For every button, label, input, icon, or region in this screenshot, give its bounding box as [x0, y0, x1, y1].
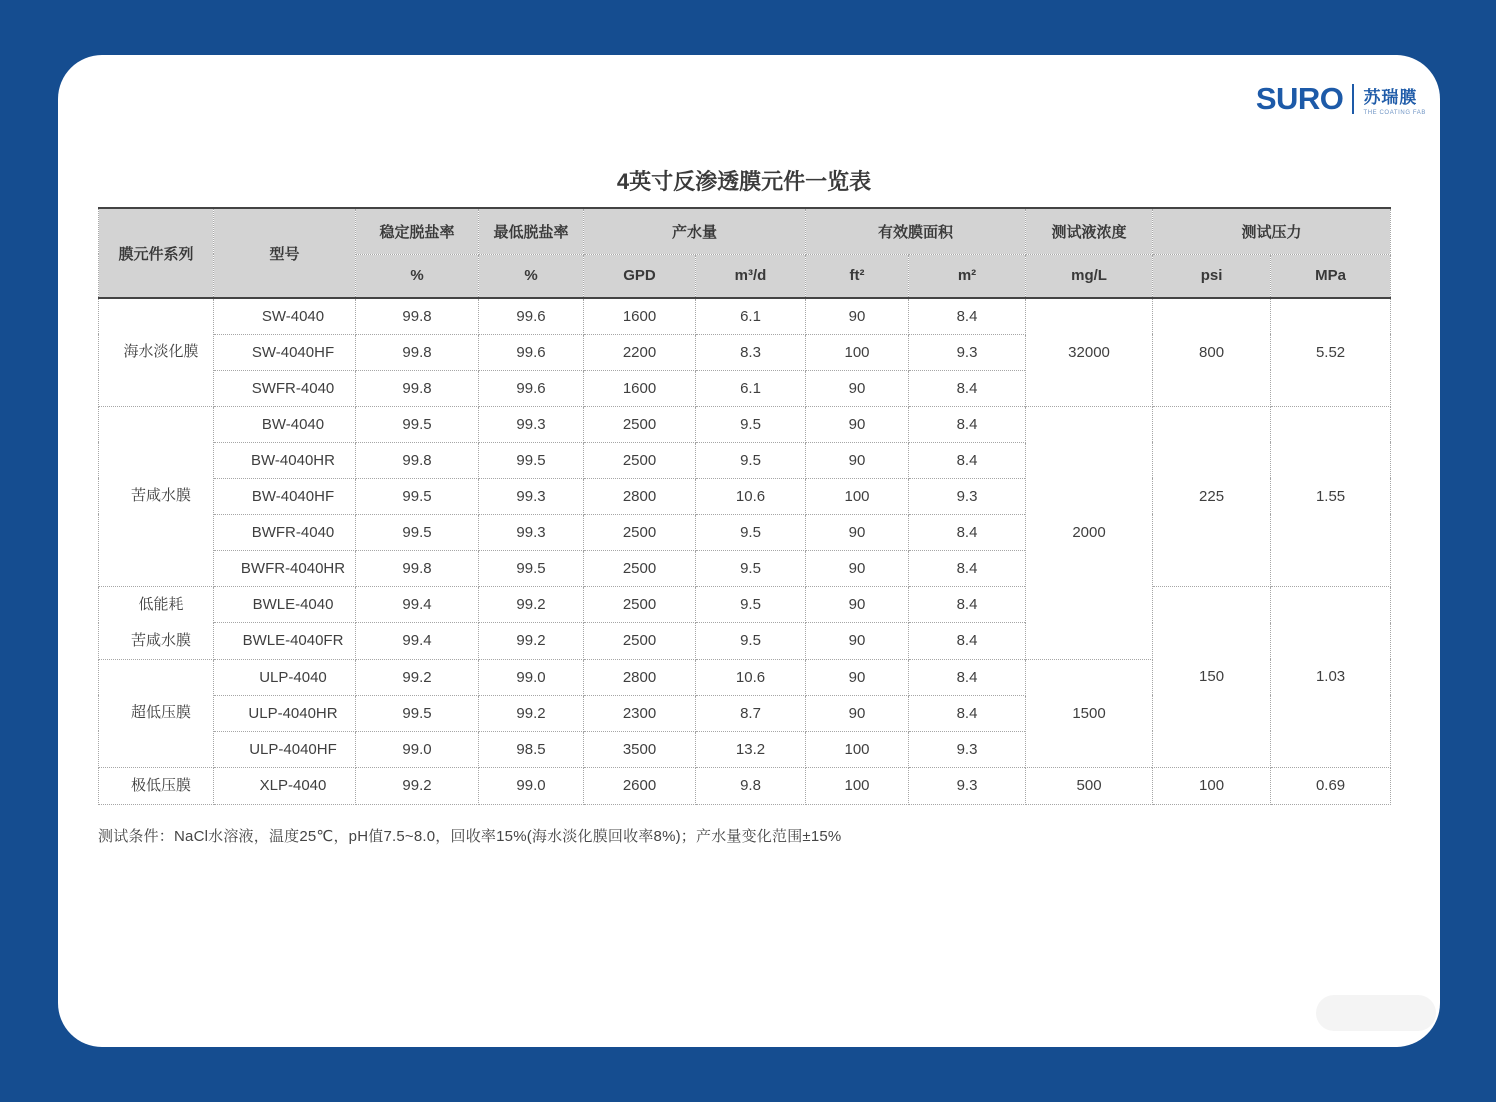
area-m2-cell: 9.3 — [909, 731, 1026, 767]
flow-gpd-cell: 2500 — [584, 586, 696, 623]
stable-rejection-cell: 99.5 — [356, 695, 479, 731]
area-m2-cell: 8.4 — [909, 623, 1026, 660]
brand-logo — [1256, 81, 1426, 117]
page-title: 4英寸反渗透膜元件一览表 — [616, 169, 872, 194]
flow-m3d-cell: 9.8 — [696, 767, 806, 804]
corner-watermark-shape — [1316, 995, 1436, 1031]
model-cell: BW-4040 — [214, 406, 356, 442]
area-ft2-cell: 90 — [806, 514, 909, 550]
area-ft2-cell: 90 — [806, 370, 909, 406]
area-m2-cell: 8.4 — [909, 370, 1026, 406]
pressure-psi-cell: 800 — [1153, 298, 1271, 406]
flow-m3d-cell: 9.5 — [696, 550, 806, 586]
model-cell: BWLE-4040 — [214, 586, 356, 623]
col-header-pressure: 测试压力 — [1153, 208, 1391, 254]
series-cell — [99, 298, 214, 406]
flow-gpd-cell: 1600 — [584, 298, 696, 334]
unit-flow-gpd: GPD — [584, 254, 696, 298]
series-label-line: 低能耗 — [138, 595, 184, 613]
page-card — [58, 55, 1440, 1047]
flow-m3d-cell: 9.5 — [696, 442, 806, 478]
flow-gpd-cell: 2800 — [584, 478, 696, 514]
model-cell: BW-4040HF — [214, 478, 356, 514]
area-ft2-cell: 100 — [806, 731, 909, 767]
area-ft2-cell: 100 — [806, 334, 909, 370]
brand-name-cn: 苏瑞膜 — [1363, 87, 1418, 107]
area-ft2-cell: 100 — [806, 478, 909, 514]
table-row — [99, 586, 1391, 623]
pressure-psi-cell: 100 — [1153, 767, 1271, 804]
col-header-min-rejection: 最低脱盐率 — [479, 208, 584, 254]
logo-separator — [1352, 84, 1354, 114]
area-ft2-cell: 90 — [806, 406, 909, 442]
flow-m3d-cell: 9.5 — [696, 623, 806, 660]
area-m2-cell: 8.4 — [909, 550, 1026, 586]
model-cell: ULP-4040HF — [214, 731, 356, 767]
pressure-psi-cell: 150 — [1153, 586, 1271, 767]
area-m2-cell: 8.4 — [909, 514, 1026, 550]
flow-m3d-cell: 9.5 — [696, 586, 806, 623]
min-rejection-cell: 99.3 — [479, 478, 584, 514]
flow-gpd-cell: 2500 — [584, 550, 696, 586]
min-rejection-cell: 99.2 — [479, 586, 584, 623]
area-ft2-cell: 90 — [806, 298, 909, 334]
min-rejection-cell: 99.3 — [479, 514, 584, 550]
min-rejection-cell: 99.2 — [479, 623, 584, 660]
model-cell: BWFR-4040 — [214, 514, 356, 550]
area-m2-cell: 8.4 — [909, 442, 1026, 478]
pressure-mpa-cell: 1.03 — [1271, 586, 1391, 767]
table-row — [99, 298, 1391, 334]
flow-m3d-cell: 9.5 — [696, 406, 806, 442]
brand-tagline: THE COATING FAB — [1363, 109, 1426, 116]
unit-concentration: mg/L — [1026, 254, 1153, 298]
table-body — [99, 298, 1391, 804]
flow-m3d-cell: 10.6 — [696, 659, 806, 695]
flow-gpd-cell: 2800 — [584, 659, 696, 695]
flow-gpd-cell: 2200 — [584, 334, 696, 370]
min-rejection-cell: 99.3 — [479, 406, 584, 442]
table-row — [99, 406, 1391, 442]
min-rejection-cell: 99.5 — [479, 442, 584, 478]
min-rejection-cell: 99.0 — [479, 767, 584, 804]
pressure-psi-cell: 225 — [1153, 406, 1271, 586]
min-rejection-cell: 99.5 — [479, 550, 584, 586]
col-header-model: 型号 — [214, 208, 356, 298]
stable-rejection-cell: 99.0 — [356, 731, 479, 767]
flow-gpd-cell: 2500 — [584, 623, 696, 660]
area-ft2-cell: 90 — [806, 550, 909, 586]
flow-gpd-cell: 2600 — [584, 767, 696, 804]
pressure-mpa-cell: 1.55 — [1271, 406, 1391, 586]
model-cell: ULP-4040HR — [214, 695, 356, 731]
model-cell: SWFR-4040 — [214, 370, 356, 406]
min-rejection-cell: 99.6 — [479, 334, 584, 370]
area-m2-cell: 8.4 — [909, 298, 1026, 334]
model-cell: BW-4040HR — [214, 442, 356, 478]
stable-rejection-cell: 99.8 — [356, 550, 479, 586]
area-ft2-cell: 90 — [806, 695, 909, 731]
area-ft2-cell: 90 — [806, 442, 909, 478]
pressure-mpa-cell: 0.69 — [1271, 767, 1391, 804]
stable-rejection-cell: 99.4 — [356, 623, 479, 660]
series-label-line: 极低压膜 — [130, 776, 191, 794]
series-label-line: 超低压膜 — [130, 704, 191, 721]
flow-gpd-cell: 2500 — [584, 406, 696, 442]
stable-rejection-cell: 99.2 — [356, 767, 479, 804]
area-m2-cell: 8.4 — [909, 586, 1026, 623]
series-cell — [99, 767, 214, 804]
min-rejection-cell: 99.6 — [479, 298, 584, 334]
model-cell: XLP-4040 — [214, 767, 356, 804]
unit-pressure-psi: psi — [1153, 254, 1271, 298]
series-label-line: 苦咸水膜 — [130, 487, 191, 504]
col-header-concentration: 测试液浓度 — [1026, 208, 1153, 254]
flow-gpd-cell: 2500 — [584, 442, 696, 478]
stable-rejection-cell: 99.5 — [356, 406, 479, 442]
area-ft2-cell: 90 — [806, 659, 909, 695]
col-header-flow: 产水量 — [584, 208, 806, 254]
area-ft2-cell: 100 — [806, 767, 909, 804]
flow-m3d-cell: 8.7 — [696, 695, 806, 731]
logo-cn-block — [1363, 83, 1426, 116]
stable-rejection-cell: 99.2 — [356, 659, 479, 695]
unit-flow-m3d: m³/d — [696, 254, 806, 298]
series-label-line: 苦咸水膜 — [130, 631, 191, 649]
stable-rejection-cell: 99.8 — [356, 298, 479, 334]
stable-rejection-cell: 99.4 — [356, 586, 479, 623]
flow-gpd-cell: 1600 — [584, 370, 696, 406]
area-m2-cell: 8.4 — [909, 695, 1026, 731]
model-cell: SW-4040HF — [214, 334, 356, 370]
model-cell: BWLE-4040FR — [214, 623, 356, 660]
col-header-area: 有效膜面积 — [806, 208, 1026, 254]
flow-gpd-cell: 3500 — [584, 731, 696, 767]
unit-area-ft2: ft² — [806, 254, 909, 298]
stable-rejection-cell: 99.8 — [356, 442, 479, 478]
concentration-cell: 2000 — [1026, 406, 1153, 659]
stable-rejection-cell: 99.8 — [356, 370, 479, 406]
min-rejection-cell: 98.5 — [479, 731, 584, 767]
flow-m3d-cell: 13.2 — [696, 731, 806, 767]
flow-gpd-cell: 2500 — [584, 514, 696, 550]
series-cell — [99, 586, 214, 659]
model-cell: ULP-4040 — [214, 659, 356, 695]
concentration-cell: 500 — [1026, 767, 1153, 804]
unit-stable-rejection: % — [356, 254, 479, 298]
content-area — [98, 170, 1390, 846]
stable-rejection-cell: 99.8 — [356, 334, 479, 370]
unit-min-rejection: % — [479, 254, 584, 298]
model-cell: BWFR-4040HR — [214, 550, 356, 586]
flow-gpd-cell: 2300 — [584, 695, 696, 731]
flow-m3d-cell: 9.5 — [696, 514, 806, 550]
test-conditions-note: 测试条件：NaCl水溶液，温度25℃，pH值7.5~8.0，回收率15%(海水淡化膜回收率8%)；产水量变化范围±15% — [98, 827, 842, 845]
concentration-cell: 1500 — [1026, 659, 1153, 767]
pressure-mpa-cell: 5.52 — [1271, 298, 1391, 406]
series-label-line: 海水淡化膜 — [123, 343, 199, 361]
area-ft2-cell: 90 — [806, 623, 909, 660]
col-header-stable-rejection: 稳定脱盐率 — [356, 208, 479, 254]
series-cell — [99, 406, 214, 586]
area-m2-cell: 9.3 — [909, 334, 1026, 370]
brand-name: SURO — [1255, 81, 1344, 116]
unit-pressure-mpa: MPa — [1271, 254, 1391, 298]
min-rejection-cell: 99.6 — [479, 370, 584, 406]
table-header — [99, 208, 1391, 298]
flow-m3d-cell: 6.1 — [696, 370, 806, 406]
area-m2-cell: 9.3 — [909, 478, 1026, 514]
col-header-series: 膜元件系列 — [99, 208, 214, 298]
series-cell — [99, 659, 214, 767]
header-row-groups — [99, 208, 1391, 254]
area-m2-cell: 8.4 — [909, 659, 1026, 695]
flow-m3d-cell: 8.3 — [696, 334, 806, 370]
min-rejection-cell: 99.0 — [479, 659, 584, 695]
area-m2-cell: 8.4 — [909, 406, 1026, 442]
table-row — [99, 767, 1391, 804]
area-m2-cell: 9.3 — [909, 767, 1026, 804]
spec-table — [98, 207, 1391, 805]
flow-m3d-cell: 6.1 — [696, 298, 806, 334]
unit-area-m2: m² — [909, 254, 1026, 298]
concentration-cell: 32000 — [1026, 298, 1153, 406]
model-cell: SW-4040 — [214, 298, 356, 334]
area-ft2-cell: 90 — [806, 586, 909, 623]
stable-rejection-cell: 99.5 — [356, 478, 479, 514]
min-rejection-cell: 99.2 — [479, 695, 584, 731]
stable-rejection-cell: 99.5 — [356, 514, 479, 550]
flow-m3d-cell: 10.6 — [696, 478, 806, 514]
